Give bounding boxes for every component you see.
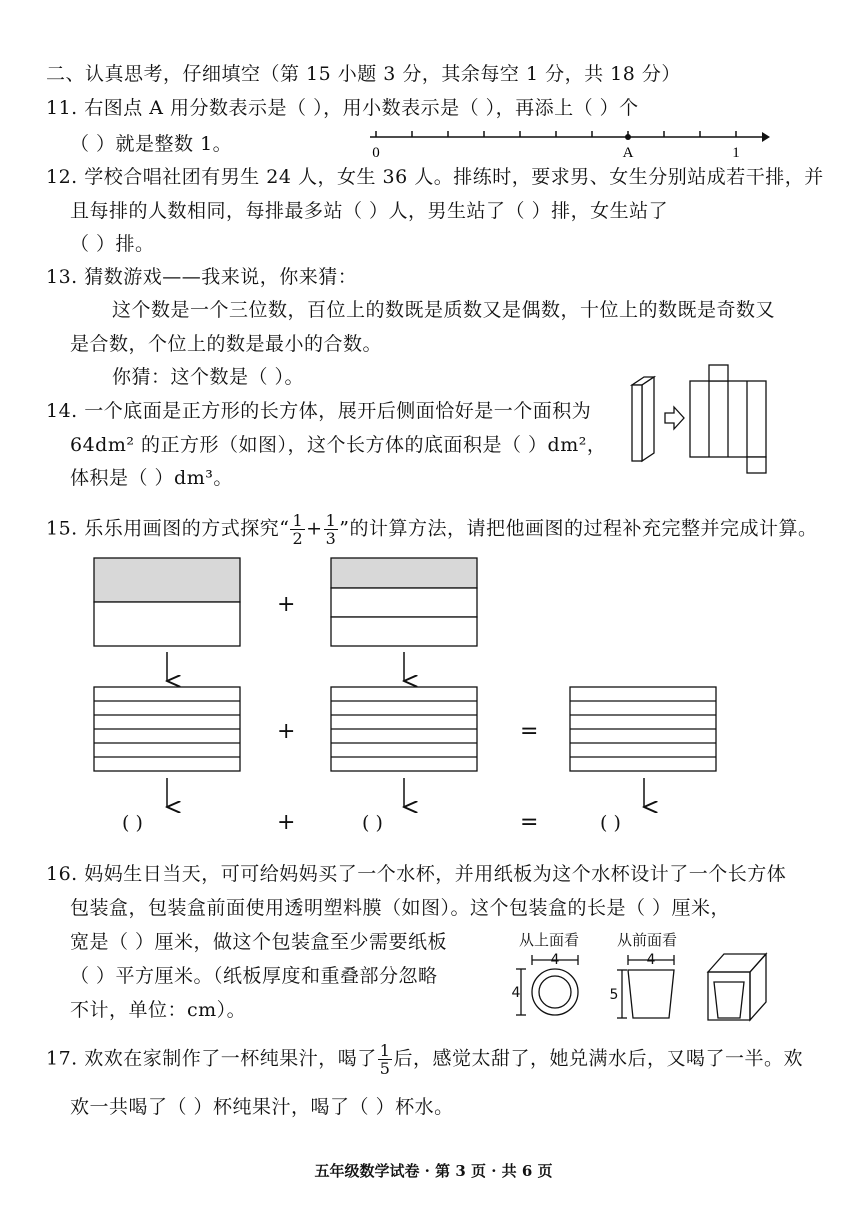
equals-sign-bottom: = [520,810,539,835]
q15-prompt [46,512,818,547]
q13-line4: 你猜：这个数是（ ）。 [112,366,305,388]
fraction-numerator: 1 [379,1041,391,1060]
equals-sign-middle: = [520,719,539,744]
sixths-rectangle-left [94,687,240,771]
answer-blank-middle[interactable]: ( ) [362,812,383,834]
dim-top-height: 4 [511,985,521,1001]
answer-blank-left[interactable]: ( ) [122,812,143,834]
q16-line2: 包装盒，包装盒前面使用透明塑料膜（如图）。这个包装盒的长是（ ）厘米， [70,897,731,919]
q13-line2: 这个数是一个三位数，百位上的数既是质数又是偶数，十位上的数既是奇数又 [112,299,776,321]
q15-suffix: ”的计算方法，请把他画图的过程补充完整并完成计算。 [339,517,818,540]
q13-line3: 是合数，个位上的数是最小的合数。 [70,333,383,355]
fraction-one-half [290,512,305,547]
cup-front-shape [628,970,674,1018]
fraction-numerator: 1 [325,511,337,530]
unfolded-net [690,365,766,473]
q14-line3: 体积是（ ）dm³。 [70,467,233,489]
plus-sign-middle: + [277,719,296,744]
number-line-arrow [762,132,770,142]
q16-line4: （ ）平方厘米。（纸板厚度和重叠部分忽略 [70,965,438,987]
q16-line1: 16. 妈妈生日当天，可可给妈妈买了一个水杯，并用纸板为这个水杯设计了一个长方体 [46,863,787,885]
q13-line1: 13. 猜数游戏——我来说，你来猜： [46,266,358,288]
point-a-dot [625,134,631,140]
cuboid-net-figure [630,365,770,477]
fraction-one-third [324,512,339,547]
page-footer: 五年级数学试卷 · 第 3 页 · 共 6 页 [314,1162,553,1180]
q11-line1: 11. 右图点 A 用分数表示是（ ），用小数表示是（ ），再添上（ ）个 [46,97,639,119]
plus-sign-top: + [277,592,296,617]
q15-prefix: 15. 乐乐用画图的方式探究“ [46,517,290,540]
q11-line2: （ ）就是整数 1。 [70,133,233,155]
cup-top-inner [539,976,571,1008]
third-rectangle [331,558,477,646]
box-front [708,972,750,1020]
tall-cuboid-front [632,385,642,461]
q12-line3: （ ）排。 [70,233,155,255]
q16-line5: 不计，单位：cm）。 [70,999,247,1021]
fraction-denominator: 3 [325,529,337,548]
plus-sign-bottom: + [277,810,296,835]
q14-line1: 14. 一个底面是正方形的长方体，展开后侧面恰好是一个面积为 [46,400,592,422]
q12-line2: 且每排的人数相同，每排最多站（ ）人，男生站了（ ）排，女生站了 [70,200,669,222]
q17-line1 [46,1042,803,1077]
dim-front-height: 5 [609,987,619,1003]
q17-suffix: 后，感觉太甜了，她兑满水后，又喝了一半。欢 [393,1047,803,1070]
q17-prefix: 17. 欢欢在家制作了一杯纯果汁，喝了 [46,1047,377,1070]
fraction-denominator: 5 [379,1059,391,1078]
box-cup-outline [714,982,744,1018]
q17-line2: 欢一共喝了（ ）杯纯果汁，喝了（ ）杯水。 [70,1096,454,1118]
tall-cuboid-side [642,377,654,461]
number-line-ticks [376,131,736,137]
top-view-label: 从上面看 [519,931,580,949]
answer-blank-result[interactable]: ( ) [600,812,621,834]
inline-plus: + [306,517,323,540]
half-rectangle [94,558,240,646]
fraction-one-fifth [378,1042,393,1077]
box-side [750,954,766,1020]
fraction-diagram [0,555,867,815]
q14-line2: 64dm² 的正方形（如图），这个长方体的底面积是（ ）dm²， [70,434,607,456]
fraction-denominator: 2 [292,529,304,548]
dim-front-width: 4 [646,952,656,968]
sixths-rectangle-middle [331,687,477,771]
section-title: 二、认真思考，仔细填空（第 15 小题 3 分，其余每空 1 分，共 18 分） [46,63,681,85]
front-view-label: 从前面看 [617,931,678,949]
point-a-label: A [622,145,634,161]
cup-views-figure [510,950,770,1030]
q16-line3: 宽是（ ）厘米，做这个包装盒至少需要纸板 [70,931,448,953]
axis-zero-label: 0 [372,145,380,161]
fraction-numerator: 1 [292,511,304,530]
sixths-rectangle-result [570,687,716,771]
q12-line1: 12. 学校合唱社团有男生 24 人，女生 36 人。排练时，要求男、女生分别站成若干排，并 [46,166,824,188]
dim-top-width: 4 [550,952,560,968]
arrow-icon [665,407,684,429]
number-line-figure [370,125,770,165]
axis-one-label: 1 [732,145,740,161]
